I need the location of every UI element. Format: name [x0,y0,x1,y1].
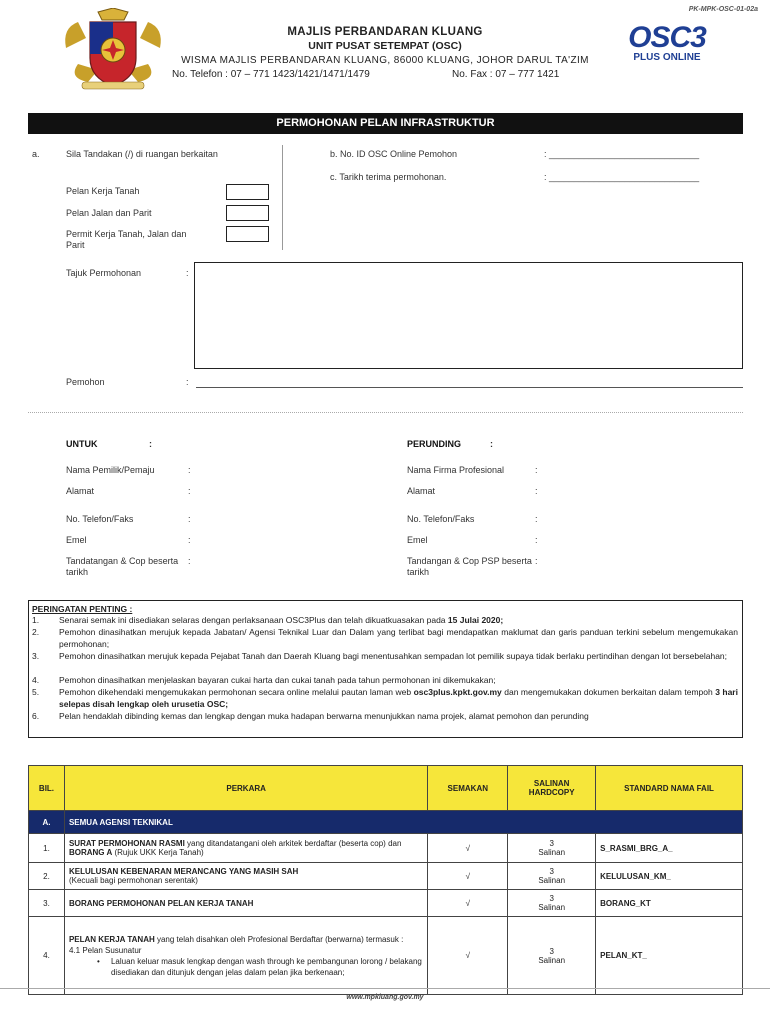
owner-address-colon: : [188,486,191,496]
firm-signature-colon: : [535,556,538,566]
note-item: 3. Pemohon dinasihatkan merujuk kepada Pejabat Tanah dan Daerah Kluang bagi menentusahkan sempadan lot pemilik supaya tidak berlaku pertindihan dengan lot bersebelahan; [32,651,728,661]
owner-email-label: Emel [66,535,87,545]
receive-date-label: c. Tarikh terima permohonan. [330,172,447,182]
osc3-plus-online-logo [612,22,722,74]
header-standard-nama-fail: STANDARD NAMA FAIL [596,766,743,811]
section-a-letter: a. [32,149,40,159]
firm-email-label: Emel [407,535,428,545]
note-item: 2. Pemohon dinasihatkan merujuk kepada Jabatan/ Agensi Teknikal Luar dan Dalam yang terlibat bagi mendapatkan maklumat dan garis panduan terkini sebelum mengemukakan permohonan; [32,627,738,649]
option-label-pelan-kerja-tanah: Pelan Kerja Tanah [66,186,140,196]
section-divider [28,412,743,413]
applicant-colon: : [186,377,189,387]
telephone-number: No. Telefon : 07 – 771 1423/1421/1471/1479 [172,69,370,80]
footer-website[interactable]: www.mpkluang.gov.my [346,994,424,1001]
header-salinan: SALINAN HARDCOPY [508,766,596,811]
section-row [29,811,743,834]
perunding-heading: PERUNDING [407,439,462,449]
firm-phone-label: No. Telefon/Faks [407,514,475,524]
checkbox-pelan-jalan-parit[interactable] [226,205,269,221]
check-cell[interactable]: √ [428,834,508,863]
owner-email-colon: : [188,535,191,545]
applicant-field[interactable] [196,376,743,388]
perunding-colon: : [490,439,493,449]
firm-name-colon: : [535,465,538,475]
header-semakan: SEMAKAN [428,766,508,811]
footer-divider [0,988,770,989]
important-notes-box [28,600,743,738]
column-divider [282,145,283,250]
owner-name-label: Nama Pemilik/Pemaju [66,465,155,475]
note-item: 4. Pemohon dinasihatkan menjelaskan bayaran cukai harta dan cukai tanah pada tahun permohonan ini dikemukakan; [32,675,496,685]
checkbox-permit-kerja-tanah[interactable] [226,226,269,242]
subject-label: Tajuk Permohonan [66,268,142,278]
fax-number: No. Fax : 07 – 777 1421 [452,69,560,80]
receive-date-field[interactable]: : ______________________________ [544,172,700,182]
note-item: 1. Senarai semak ini disediakan selaras dengan perlaksanaan OSC3Plus dan telah dikuatkuasakan pada 15 Julai 2020; [32,615,504,625]
osc-id-field[interactable]: : ______________________________ [544,149,700,159]
header-bil: BIL. [29,766,65,811]
option-label-permit-kerja-tanah: Permit Kerja Tanah, Jalan dan Parit [66,229,187,250]
firm-address-label: Alamat [407,486,436,496]
owner-signature-label: Tandatangan & Cop beserta tarikh [66,556,179,577]
note-item: 5. Pemohon dikehendaki mengemukakan permohonan secara online melalui pautan laman web osc3plus.kpkt.gov.my dan mengemukakan dokumen berkaitan dalam tempoh 3 hari selepas disah lengkap oleh urusetia OSC; [32,687,738,709]
section-label: SEMUA AGENSI TEKNIKAL [64,811,742,834]
header-perkara: PERKARA [64,766,427,811]
subject-textarea[interactable] [194,262,743,369]
council-name: MAJLIS PERBANDARAN KLUANG [287,26,483,38]
table-header-row [29,766,743,811]
table-row: 3. BORANG PERMOHONAN PELAN KERJA TANAH √ 3 Salinan BORANG_KT [29,890,743,917]
firm-signature-label: Tandangan & Cop PSP beserta tarikh [407,556,532,577]
note-item: 6. Pelan hendaklah dibinding kemas dan lengkap dengan muka hadapan berwarna menunjukkan nama projek, alamat pemohon dan perunding [32,711,589,721]
firm-address-colon: : [535,486,538,496]
instruction-text: Sila Tandakan (/) di ruangan berkaitan [66,149,218,159]
untuk-heading: UNTUK [66,439,98,449]
checklist-table [28,765,743,995]
table-row: 4. PELAN KERJA TANAH yang telah disahkan oleh Profesional Berdaftar (berwarna) termasuk : 4.1 Pelan Susunatur • Laluan keluar masuk lengkap dengan wash through ke pembangunan lorong / belakang disediakan dan ditunjuk dengan jelas dalam pelan jika berkenaan; √ 3 Salinan PELAN_KT_ [29,917,743,995]
form-title: PERMOHONAN PELAN INFRASTRUKTUR [28,113,743,134]
section-bil: A. [29,811,65,834]
council-address: WISMA MAJLIS PERBANDARAN KLUANG, 86000 KLUANG, JOHOR DARUL TA'ZIM [181,55,589,66]
check-cell[interactable]: √ [428,917,508,995]
owner-name-colon: : [188,465,191,475]
table-row: 1. SURAT PERMOHONAN RASMI yang ditandatangani oleh arkitek berdaftar (beserta cop) dan BORANG A (Rujuk UKK Kerja Tanah) √ 3 Salinan S_RASMI_BRG_A_ [29,834,743,863]
osc-id-label: b. No. ID OSC Online Pemohon [330,149,458,159]
document-code: PK-MPK-OSC-01-02a [688,6,758,13]
notes-title: PERINGATAN PENTING : [32,604,133,614]
unit-name: UNIT PUSAT SETEMPAT (OSC) [308,40,462,52]
untuk-colon: : [149,439,152,449]
firm-email-colon: : [535,535,538,545]
plus-online-text: PLUS ONLINE [633,52,701,63]
table-row: 2. KELULUSAN KEBENARAN MERANCANG YANG MASIH SAH (Kecuali bagi permohonan serentak) √ 3 Salinan KELULUSAN_KM_ [29,863,743,890]
firm-name-label: Nama Firma Profesional [407,465,505,475]
owner-address-label: Alamat [66,486,95,496]
checkbox-pelan-kerja-tanah[interactable] [226,184,269,200]
owner-phone-colon: : [188,514,191,524]
firm-phone-colon: : [535,514,538,524]
subject-colon: : [186,268,189,278]
option-label-pelan-jalan-parit: Pelan Jalan dan Parit [66,208,152,218]
check-cell[interactable]: √ [428,890,508,917]
owner-phone-label: No. Telefon/Faks [66,514,134,524]
applicant-label: Pemohon [66,377,105,387]
osc3-logo-text: OSC3 [628,21,706,54]
owner-signature-colon: : [188,556,191,566]
check-cell[interactable]: √ [428,863,508,890]
